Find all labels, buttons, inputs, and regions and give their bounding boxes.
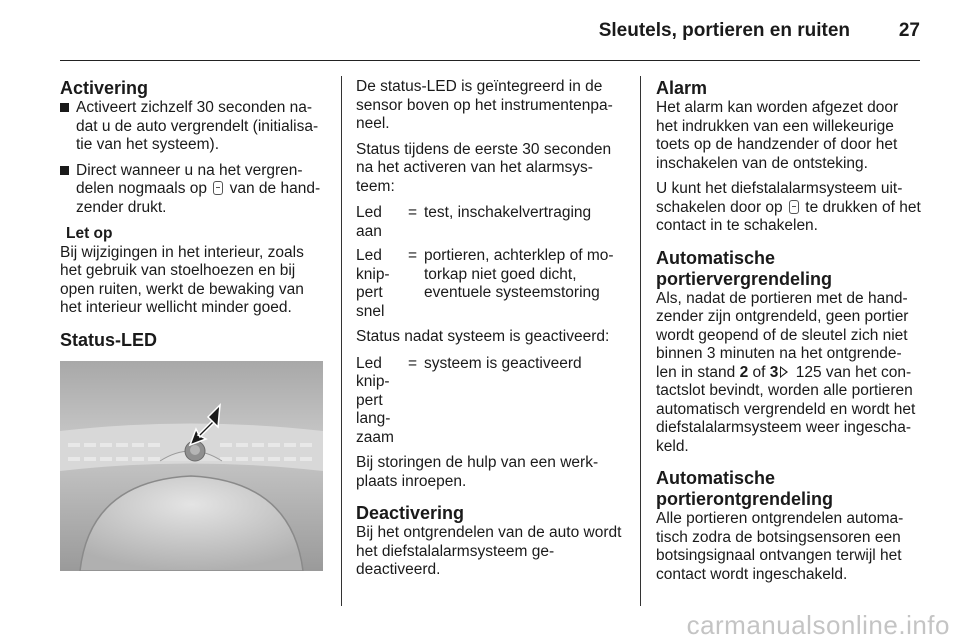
page-number: 27 (898, 20, 920, 41)
lock-key-icon (789, 200, 799, 214)
paragraph: Bij storingen de hulp van een werk-plaats inroepen. (356, 454, 599, 490)
status-definition-list (356, 204, 622, 321)
bullet-square-icon (60, 166, 69, 175)
status-definition-list (356, 355, 622, 448)
column-1 (60, 78, 326, 571)
column-2 (356, 78, 622, 580)
paragraph: De status-LED is geïntegreerd in de sensor boven op het instrumentenpa-neel. (356, 78, 613, 132)
paragraph: Bij het ontgrendelen van de auto wordt het diefstalalarmsysteem ge-deactiveerd. (356, 524, 622, 578)
column-divider-1 (341, 76, 342, 606)
watermark: carmanualsonline.info (686, 610, 950, 640)
header-rule (60, 60, 920, 61)
paragraph: U kunt het diefstalalarmsysteem uit-schakelen door op te drukken of het contact in te schakelen. (656, 180, 921, 234)
definition-row: Led aan = test, inschakelvertraging (356, 204, 592, 240)
heading-status-led: Status-LED (60, 329, 158, 350)
paragraph: Alle portieren ontgrendelen automa-tisch zodra de botsingsensoren een botsingsignaal ontvangen terwijl het contact wordt ingeschakeld. (656, 510, 904, 583)
paragraph: Status tijdens de eerste 30 seconden na het activeren van het alarmsys-teem: (356, 140, 612, 195)
paragraph: Als, nadat de portieren met de hand-zender zijn ontgrendeld, geen portier wordt geopend of de sleutel zich niet binnen 3 minuten na het ontgrende-len in stand 2 of 3 125 van het con-tactslot bevindt, worden alle portieren automatisch vergrendeld en wordt het diefstalalarmsysteem weer ingescha-keld. (656, 289, 916, 455)
note-body: Bij wijzigingen in het interieur, zoals het gebruik van stoelhoezen en bij open ruiten, werkt de bewaking van het interieur wellicht minder goed. (60, 243, 304, 316)
heading-automatische-portiervergrendeling: Automatische portiervergrendeling (656, 247, 833, 289)
column-divider-2 (640, 76, 641, 606)
bullet-square-icon (60, 103, 69, 112)
bullet-item: Direct wanneer u na het vergren-delen nogmaals op van de hand-zender drukt. (60, 162, 326, 218)
definition-row: Led knip-pert snel = portieren, achterklep of mo-torkap niet goed dicht, eventuele systeemstoring (356, 247, 614, 320)
lock-key-icon (213, 181, 223, 195)
definition-row: Led knip-pert lang-zaam = systeem is geactiveerd (356, 354, 582, 446)
note-title: Let op (66, 225, 113, 242)
heading-activering: Activering (60, 78, 149, 98)
paragraph: Status nadat systeem is geactiveerd: (356, 328, 610, 345)
page-title: Sleutels, portieren en ruiten (598, 20, 850, 41)
dashboard-illustration (60, 361, 323, 571)
heading-automatische-portierontgrendeling: Automatische portierontgrendeling (656, 468, 833, 509)
page-header (60, 14, 920, 62)
page-reference-icon (780, 366, 788, 378)
heading-alarm: Alarm (656, 78, 708, 98)
heading-deactivering: Deactivering (356, 503, 465, 523)
dashboard-led-photo (60, 361, 323, 571)
note-block (60, 225, 326, 318)
bullet-item: Activeert zichzelf 30 seconden na-dat u de auto vergrendelt (initialisa-tie van het systeem). (60, 99, 326, 155)
paragraph: Het alarm kan worden afgezet door het indrukken van een willekeurige toets op de handzender of door het inschakelen van de ontsteking. (656, 99, 899, 172)
column-3 (656, 78, 922, 584)
